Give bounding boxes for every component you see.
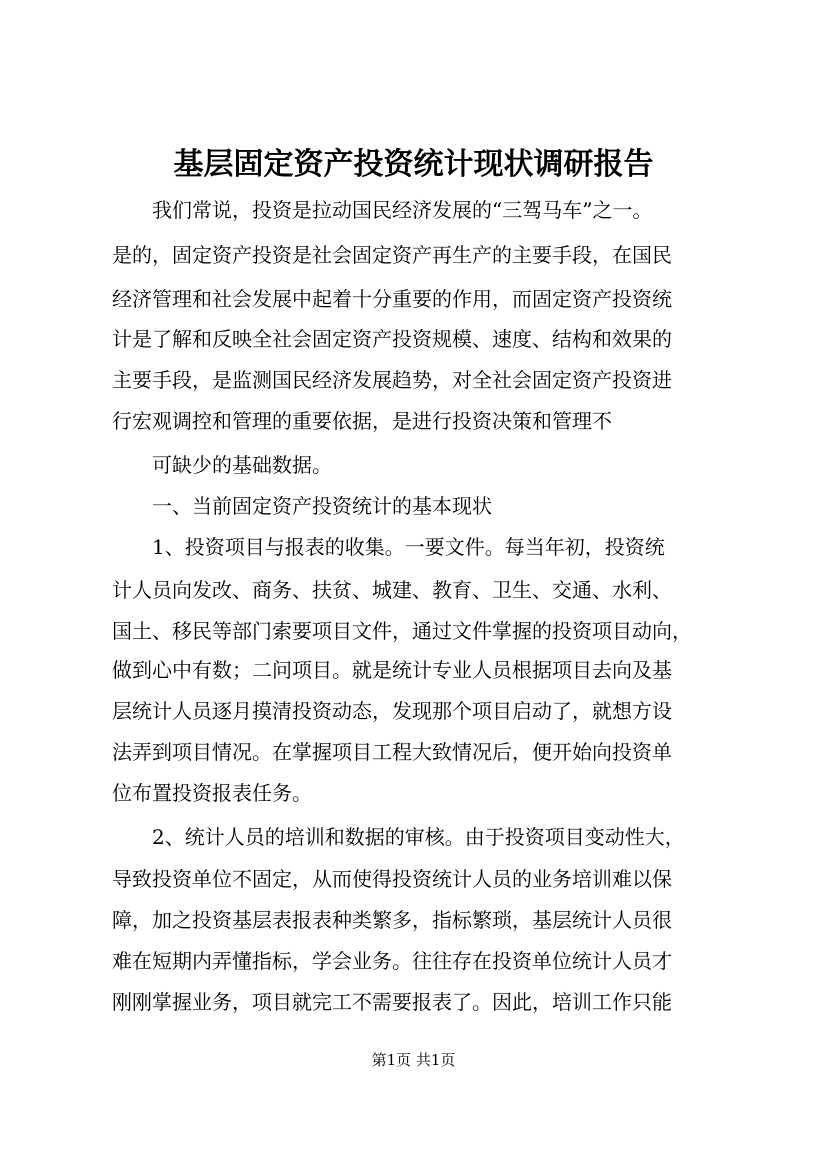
document-title: 基层固定资产投资统计现状调研报告 (173, 147, 654, 182)
text-line: 计人员向发改、商务、扶贫、城建、教育、卫生、交通、水利、 (112, 578, 672, 602)
text-line: 2、统计人员的培训和数据的审核。由于投资项目变动性大， (152, 825, 685, 849)
text-line: 层统计人员逐月摸清投资动态，发现那个项目启动了，就想方设 (112, 699, 672, 723)
text-line: 计是了解和反映全社会固定资产投资规模、速度、结构和效果的 (112, 327, 672, 351)
text-line: 主要手段，是监测国民经济发展趋势，对全社会固定资产投资进 (112, 368, 672, 392)
text-line: 是的，固定资产投资是社会固定资产再生产的主要手段，在国民 (112, 243, 672, 267)
text-line: 我们常说，投资是拉动国民经济发展的“三驾马车”之一。 (152, 198, 653, 222)
text-line: 做到心中有数；二问项目。就是统计专业人员根据项目去向及基 (112, 658, 672, 682)
section-heading: 一、当前固定资产投资统计的基本现状 (152, 494, 492, 518)
text-line: 1、投资项目与报表的收集。一要文件。每当年初，投资统 (152, 535, 665, 559)
text-line: 难在短期内弄懂指标，学会业务。往往存在投资单位统计人员才 (112, 949, 672, 973)
text-line: 刚刚掌握业务，项目就完工不需要报表了。因此，培训工作只能 (112, 990, 672, 1014)
text-line: 可缺少的基础数据。 (152, 453, 332, 477)
text-line: 导致投资单位不固定，从而使得投资统计人员的业务培训难以保 (112, 867, 672, 891)
text-line: 位布置投资报表任务。 (112, 781, 312, 805)
page-number: 第1页 共1页 (371, 1051, 456, 1069)
text-line: 障，加之投资基层表报表种类繁多，指标繁琐，基层统计人员很 (112, 908, 672, 932)
text-line: 行宏观调控和管理的重要依据，是进行投资决策和管理不 (112, 409, 612, 433)
text-line: 法弄到项目情况。在掌握项目工程大致情况后，便开始向投资单 (112, 740, 672, 764)
text-line: 国土、移民等部门索要项目文件，通过文件掌握的投资项目动向， (112, 619, 692, 643)
text-line: 经济管理和社会发展中起着十分重要的作用，而固定资产投资统 (112, 287, 672, 311)
